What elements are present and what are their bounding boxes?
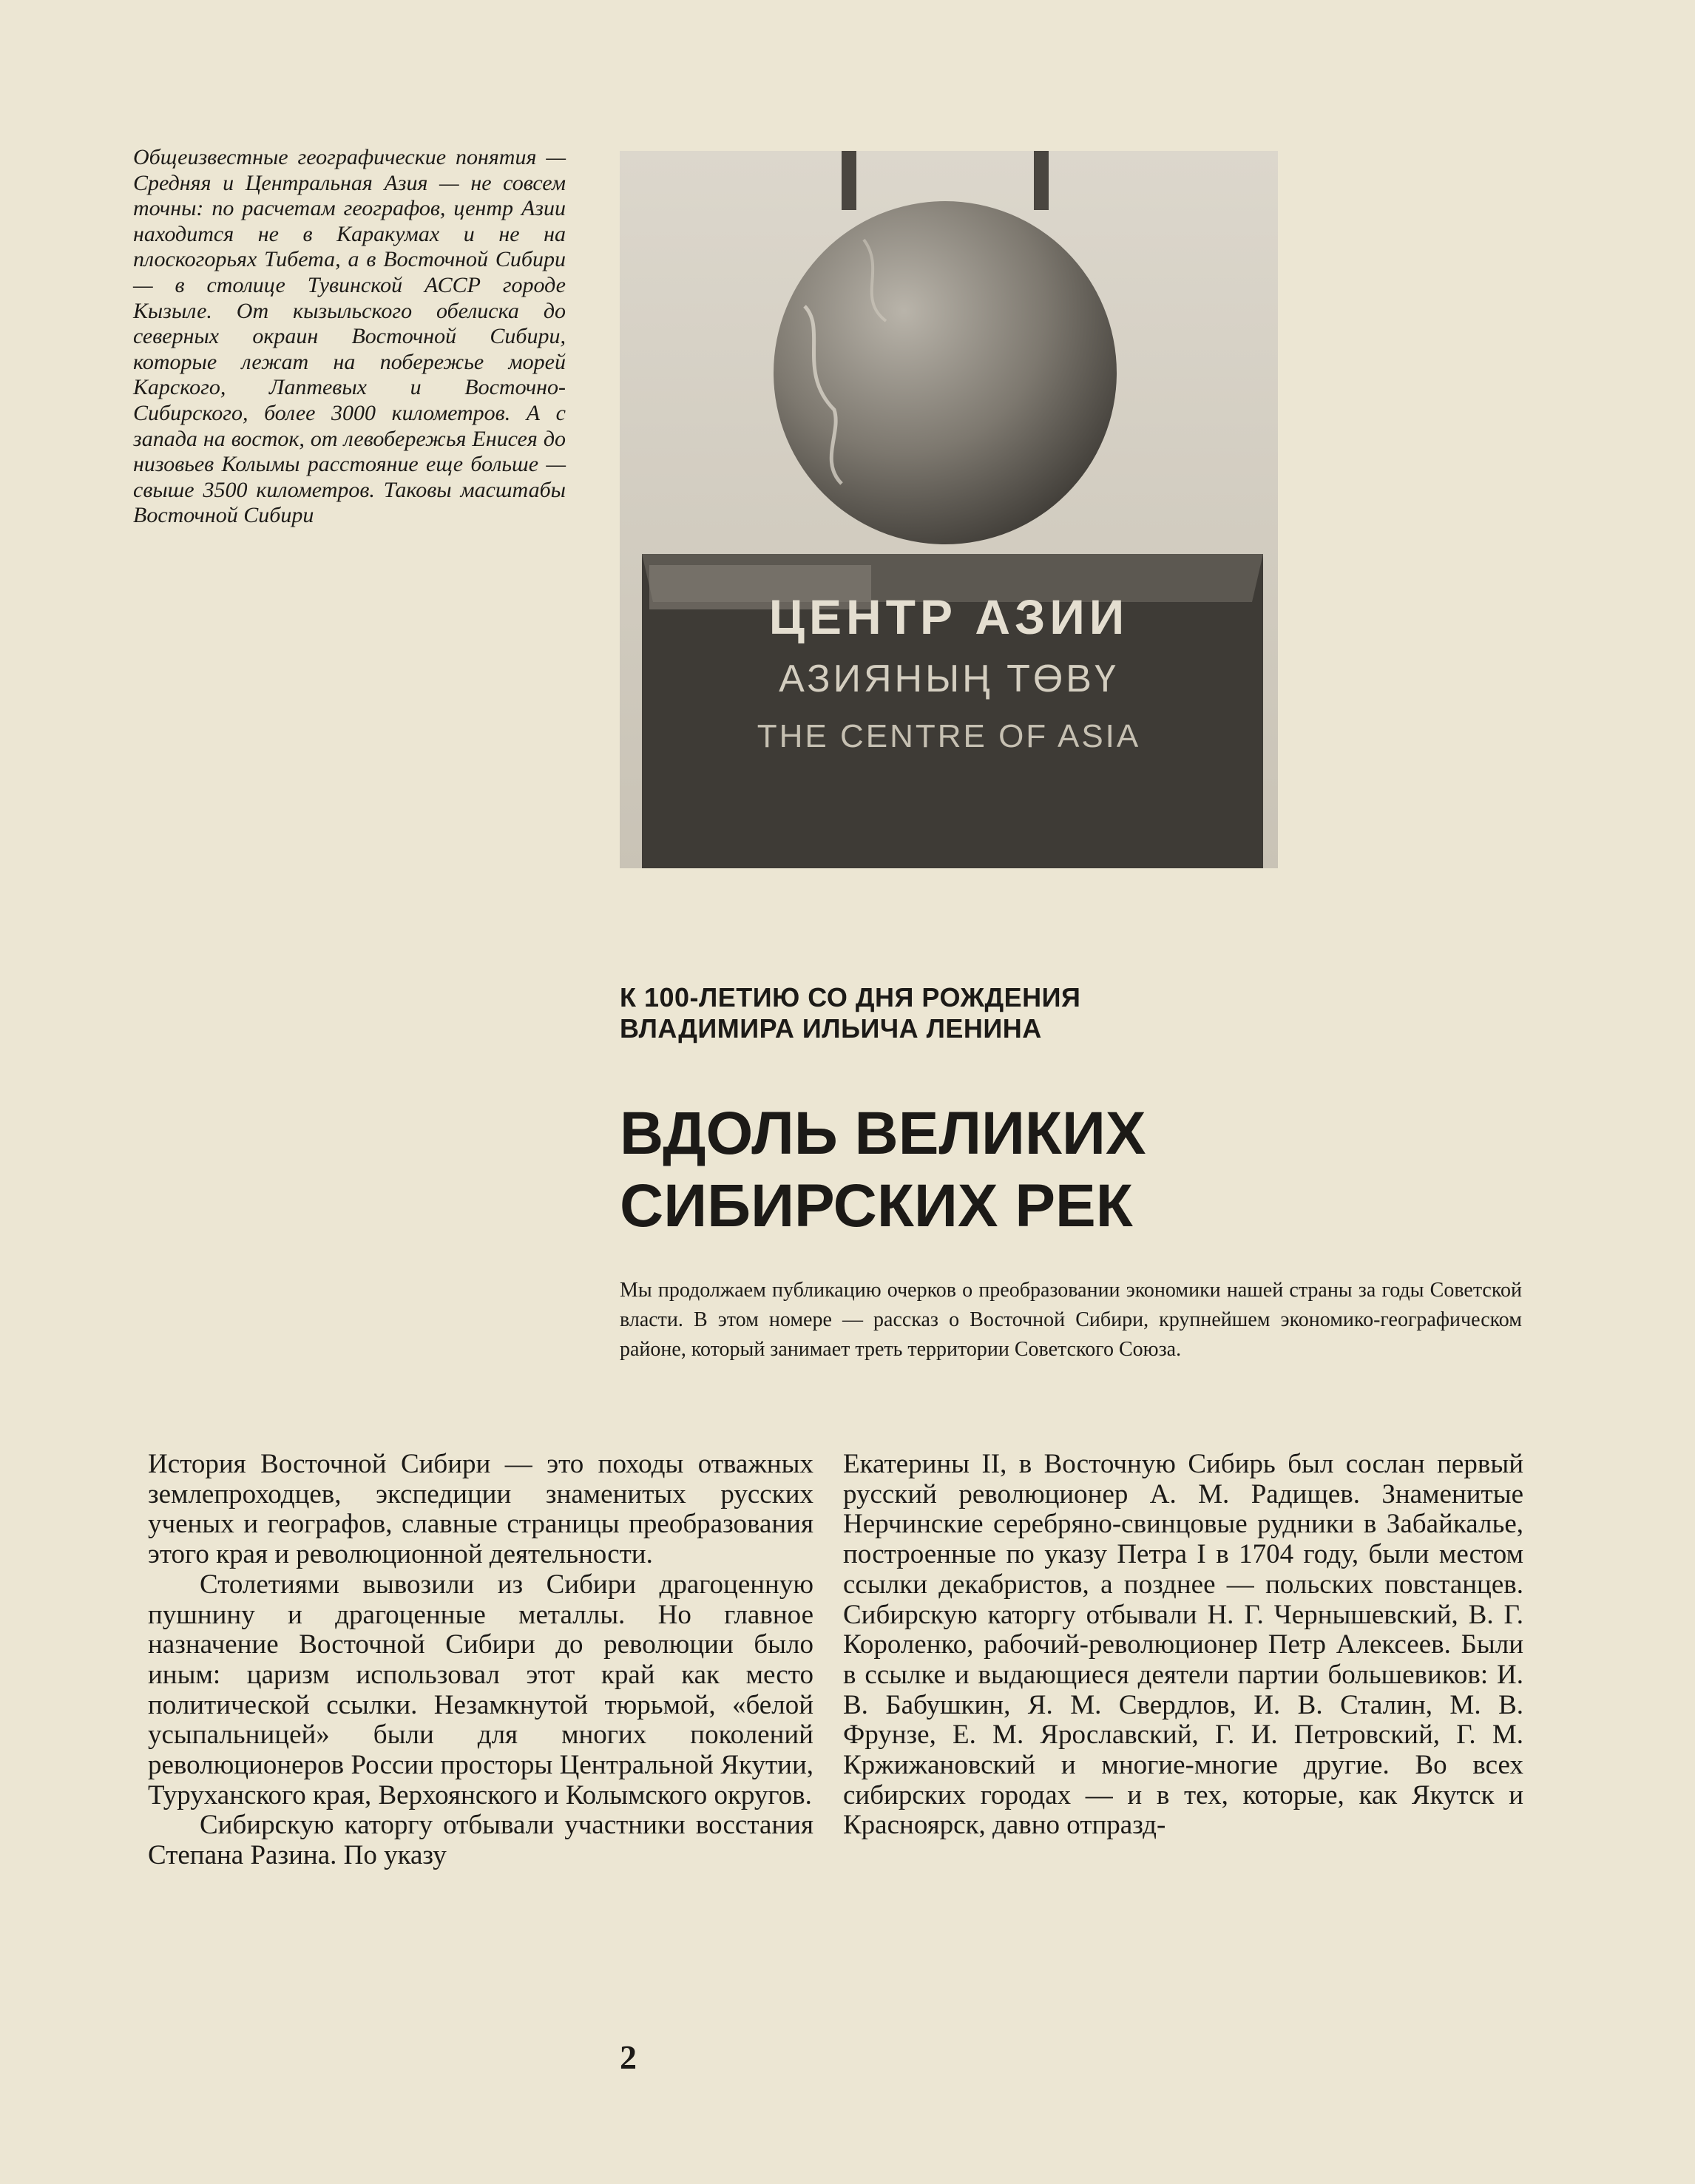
photo-caption: Общеизвестные географические понятия — Средняя и Центральная Азия — не совсем точны: по расчетам географов, центр Азии находится не в Каракумах и не на плоскогорьях Тибета, а в Восточной Сибири — в столице Тувинской АССР городе Кызыле. От кызыльского обелиска до северных окраин Восточной Сибири, которые лежат на побережье морей Карского, Лаптевых и Восточно-Сибирского, более 3000 километров. А с запада на восток, от левобережья Енисея до низовьев Колымы расстояние еще больше — свыше 3500 километров. Таковы масштабы Восточной Сибири — [133, 145, 566, 528]
body-paragraph: Сибирскую каторгу отбывали участники восстания Степана Разина. По указу — [148, 1810, 813, 1871]
article-headline — [620, 1098, 1285, 1243]
body-paragraph: История Восточной Сибири — это походы отважных землепроходцев, экспедиции знаменитых русских ученых и географов, славные страницы преобразования этого края и революционной деятельности. — [148, 1449, 813, 1570]
monument-inscription — [620, 587, 1278, 760]
body-paragraph: Столетиями вывозили из Сибири драгоценную пушнину и драгоценные металлы. Но главное назначение Восточной Сибири до революции было иным: царизм использовал этот край как место политической ссылки. Незамкнутой тюрьмой, «белой усыпальницей» были для многих поколений революционеров России просторы Центральной Якутии, Туруханского края, Верхоянского и Колымского округов. — [148, 1569, 813, 1811]
headline-line-2: СИБИРСКИХ РЕК — [620, 1172, 1133, 1240]
kicker-line-1: К 100-ЛЕТИЮ СО ДНЯ РОЖДЕНИЯ — [620, 982, 1081, 1012]
body-column-left — [148, 1450, 813, 1871]
body-column-right — [843, 1450, 1523, 1841]
body-paragraph: Екатерины II, в Восточную Сибирь был сослан первый русский революционер А. М. Радищев. Знаменитые Нерчинские серебряно-свинцовые рудники в Забайкалье, построенные по указу Петра I в 1704 году, были местом ссылки декабристов, а позднее — польских повстанцев. Сибирскую каторгу отбывали Н. Г. Чернышевский, В. Г. Короленко, рабочий-революционер Петр Алексеев. Были в ссылке и выдающиеся деятели партии большевиков: И. В. Бабушкин, Я. М. Свердлов, И. В. Сталин, М. В. Фрунзе, Е. М. Ярославский, Г. И. Петровский, Г. М. Кржижановский и многие-многие другие. Во всех сибирских городах — и в тех, которые, как Якутск и Красноярск, давно отпразд- — [843, 1449, 1523, 1841]
kicker-line-2: ВЛАДИМИРА ИЛЬИЧА ЛЕНИНА — [620, 1013, 1042, 1044]
monument-illustration — [620, 151, 1278, 868]
headline-line-1: ВДОЛЬ ВЕЛИКИХ — [620, 1100, 1146, 1167]
inscription-tuvan: АЗИЯНЫҢ ТӨВҮ — [779, 657, 1119, 700]
page-number: 2 — [620, 2038, 637, 2076]
inscription-english: THE CENTRE OF ASIA — [757, 718, 1141, 754]
inscription-russian: ЦЕНТР АЗИИ — [768, 589, 1129, 644]
article-lead: Мы продолжаем публикацию очерков о преобразовании экономики нашей страны за годы Советской власти. В этом номере — рассказ о Восточной Сибири, крупнейшем экономико-географическом районе, который занимает треть территории Советского Союза. — [620, 1279, 1522, 1361]
photo-centre-of-asia-monument — [620, 151, 1278, 868]
rubric-kicker — [620, 982, 1285, 1044]
